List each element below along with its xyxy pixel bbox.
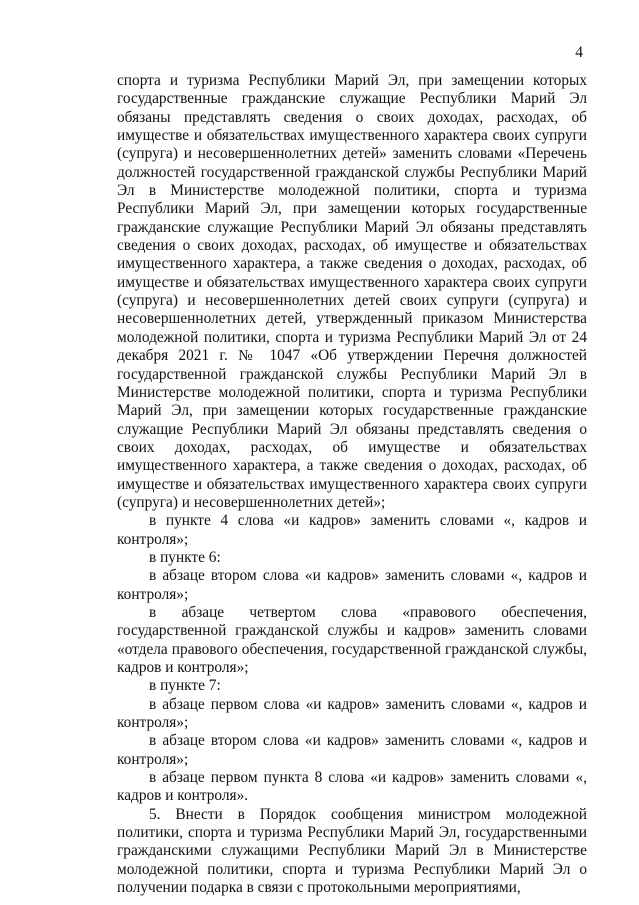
paragraph-item-6-heading: в пункте 6: [149,548,221,566]
paragraph-item-7-first: в абзаце первом слова «и кадров» заменить словами «, кадров и контроля»; [117,695,587,732]
paragraph-item-4: в пункте 4 слова «и кадров» заменить словами «, кадров и контроля»; [117,512,587,548]
paragraph-item-8: в абзаце первом пункта 8 слова «и кадров» заменить словами «, кадров и контроля». [117,769,587,805]
paragraph-item-6-fourth: в абзаце четвертом слова «правового обеспечения, государственной гражданской службы и кадров» заменить словами «отдела правового обеспечения, государственной гражданской службы, кадров и контроля»; [117,603,587,676]
paragraph-item-6-second: в абзаце втором слова «и кадров» заменить словами «, кадров и контроля»; [117,567,587,603]
document-body [117,72,587,897]
paragraph-section-5: 5. Внести в Порядок сообщения министром молодежной политики, спорта и туризма Республики Марий Эл, государственными гражданскими служащими Республики Марий Эл в Министерстве молодежной политики, спорта и туризма Республики Марий Эл о получении подарка в связи с протокольными мероприятиями, [117,805,587,897]
paragraph-continuation: спорта и туризма Республики Марий Эл, при замещении которых государственные гражданские служащие Республики Марий Эл обязаны представлять сведения о своих доходах, расходах, об имуществе и обязательствах имущественного характера своих супруги (супруга) и несовершеннолетних детей» заменить словами «Перечень должностей государственной гражданской службы Республики Марий Эл в Министерстве молодежной политики, спорта и туризма Республики Марий Эл, при замещении которых государственные гражданские служащие Республики Марий Эл обязаны представлять сведения о своих доходах, расходах, об имуществе и обязательствах имущественного характера, а также сведения о доходах, расходах, об имуществе и обязательствах имущественного характера своих супруги (супруга) и несовершеннолетних детей своих супруги (супруга) и несовершеннолетних детей, утвержденный приказом Министерства молодежной политики, спорта и туризма Республики Марий Эл от 24 декабря 2021 г. № 1047 «Об утверждении Перечня должностей государственной гражданской службы Республики Марий Эл в Министерстве молодежной политики, спорта и туризма Республики Марий Эл, при замещении которых государственные гражданские служащие Республики Марий Эл обязаны представлять сведения о своих доходах, расходах, об имуществе и обязательствах имущественного характера, а также сведения о доходах, расходах, об имуществе и обязательствах имущественного характера своих супруги (супруга) и несовершеннолетних детей»; [117,72,587,511]
page-number: 4 [575,44,583,61]
paragraph-item-7-heading: в пункте 7: [149,677,221,695]
paragraph-item-7-second: в абзаце втором слова «и кадров» заменить словами «, кадров и контроля»; [117,732,587,768]
